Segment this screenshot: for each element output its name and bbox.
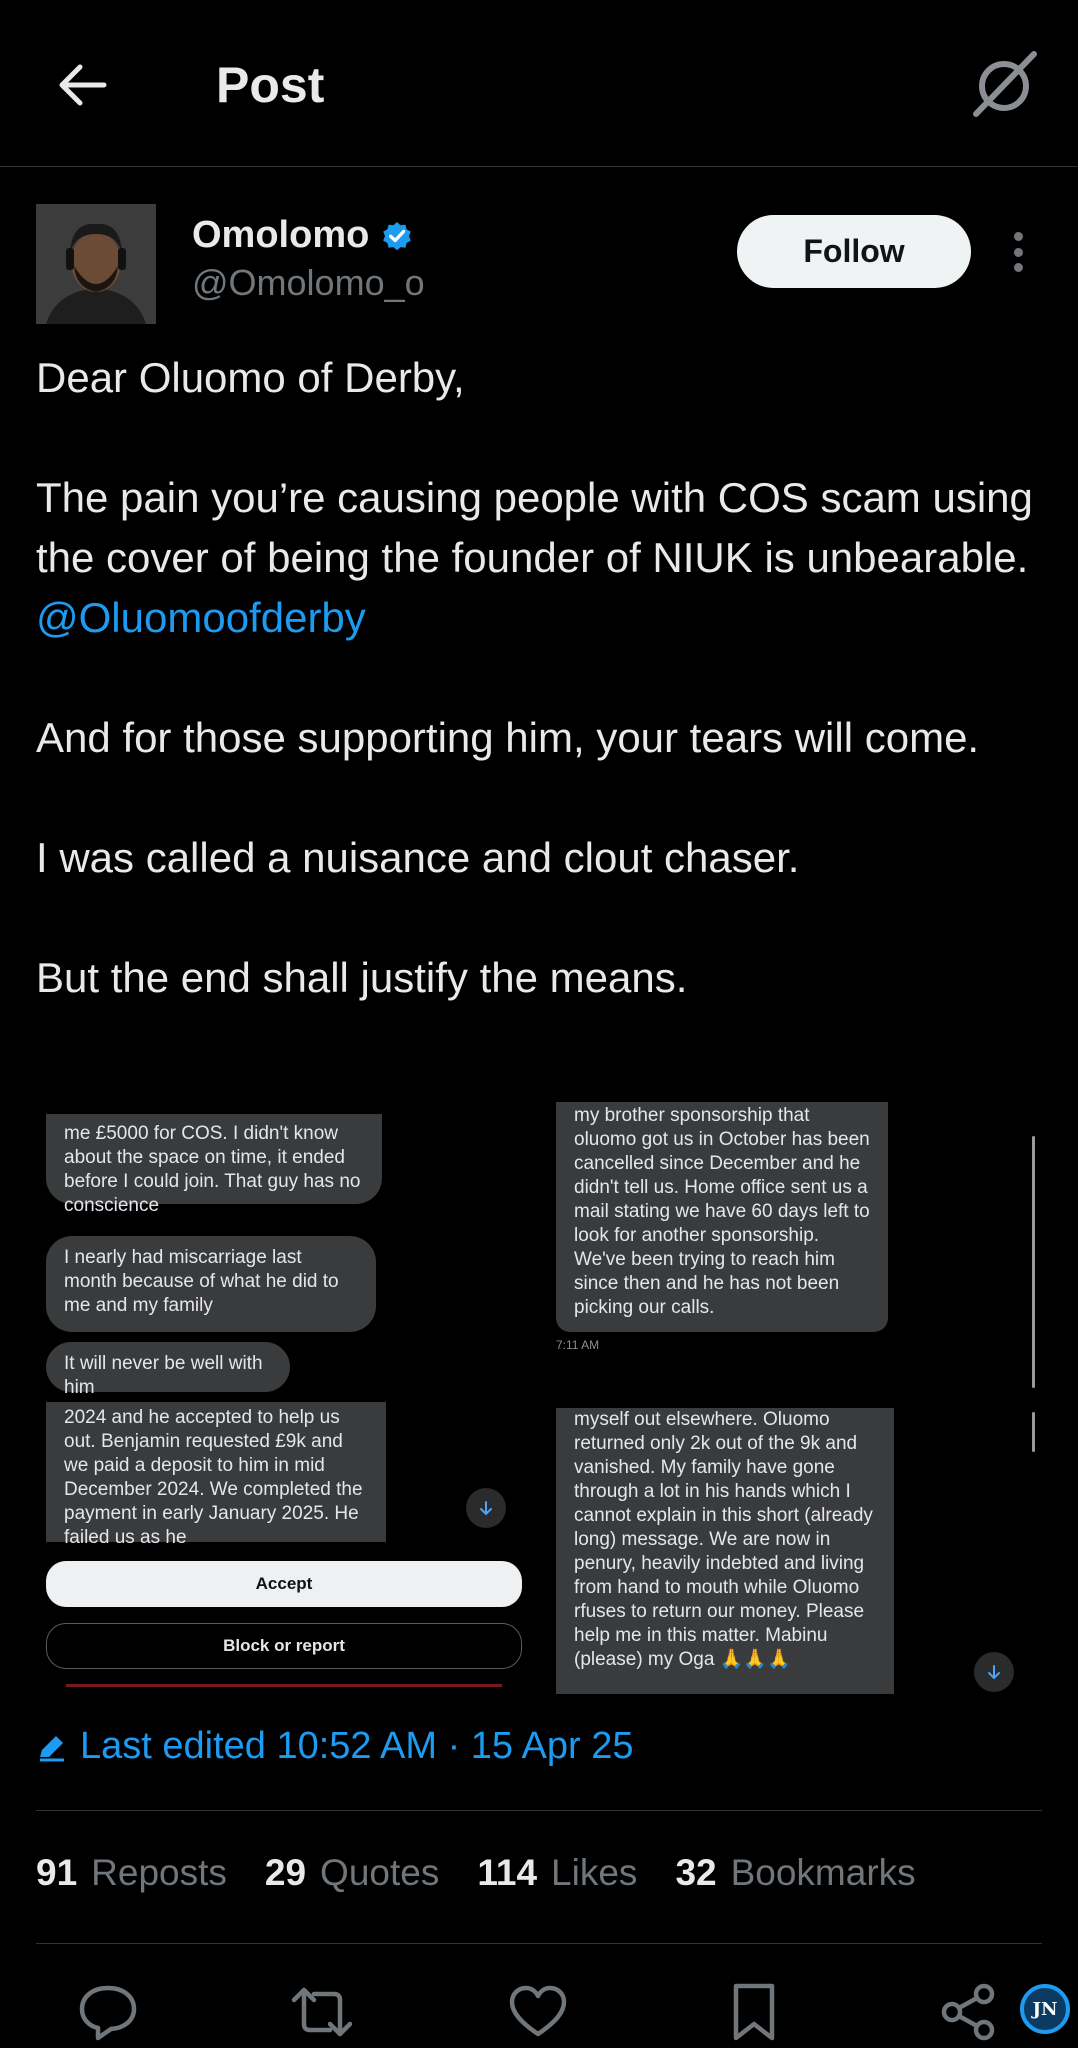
action-bar (0, 1980, 1078, 2048)
post-text-span: The pain you’re causing people with COS scam using the cover of being the founder of NIUK is unbearable. (36, 474, 1033, 581)
author-name[interactable]: Omolomo (192, 214, 370, 256)
heart-icon (508, 1984, 568, 2040)
author-name-row[interactable] (192, 214, 415, 257)
stat-count: 91 (36, 1852, 78, 1893)
stat-count: 29 (264, 1852, 307, 1893)
repost-button[interactable] (290, 1980, 354, 2044)
pencil-icon (36, 1731, 68, 1763)
accept-button[interactable]: Accept (46, 1561, 522, 1607)
post-body (36, 348, 1046, 1008)
last-edited-link[interactable] (36, 1725, 634, 1768)
post-paragraph (36, 468, 1046, 648)
divider (36, 1810, 1042, 1811)
more-dot-icon (1014, 232, 1023, 241)
top-app-bar (0, 0, 1078, 167)
message-timestamp: 7:11 AM (556, 1338, 600, 1352)
mention-link[interactable]: @Oluomoofderby (36, 594, 366, 641)
divider-line (66, 1684, 502, 1687)
bookmark-icon (730, 1982, 778, 2042)
engagement-stats (36, 1852, 916, 1902)
screenshot-image-1[interactable] (36, 1120, 532, 1402)
more-dot-icon (1014, 248, 1023, 257)
stat-likes[interactable] (477, 1852, 637, 1902)
avatar-image (36, 204, 156, 324)
block-or-report-button[interactable]: Block or report (46, 1623, 522, 1669)
screenshot-image-3[interactable] (36, 1407, 532, 1687)
stat-quotes[interactable] (265, 1852, 439, 1902)
reply-icon (78, 1984, 138, 2040)
grok-button[interactable] (968, 48, 1040, 120)
media-grid[interactable] (36, 1105, 1042, 1687)
scroll-indicator (1032, 1136, 1035, 1388)
arrow-left-icon (56, 63, 108, 107)
stat-label: Reposts (91, 1852, 227, 1893)
stat-label: Quotes (320, 1852, 440, 1893)
bookmark-button[interactable] (722, 1980, 786, 2044)
arrow-down-icon (985, 1663, 1003, 1681)
grok-icon (968, 48, 1040, 120)
more-dot-icon (1014, 263, 1023, 272)
scroll-down-button[interactable] (466, 1488, 506, 1528)
post-paragraph: And for those supporting him, your tears will come. (36, 714, 980, 761)
reply-button[interactable] (76, 1980, 140, 2044)
follow-button[interactable]: Follow (737, 215, 971, 288)
stat-count: 114 (477, 1852, 538, 1893)
post-paragraph: But the end shall justify the means. (36, 954, 688, 1001)
author-handle[interactable]: @Omolomo_o (192, 262, 425, 303)
more-options-button[interactable] (1000, 226, 1036, 278)
screenshot-image-2[interactable] (546, 1105, 1042, 1402)
back-button[interactable] (52, 55, 112, 115)
stat-label: Bookmarks (730, 1852, 916, 1893)
verified-badge-icon (379, 218, 415, 254)
divider (36, 1943, 1042, 1944)
chat-bubble: myself out elsewhere. Oluomo returned only 2k out of the 9k and vanished. My family have gone through a lot in his hands which I cannot explain in this short (already long) message. We are now in penury, heavily indebted and living from hand to mouth while Oluomo rfuses to return our money. Please help me in this matter. Mabinu (please) my Oga 🙏🙏🙏 (556, 1408, 894, 1694)
post-paragraph: Dear Oluomo of Derby, (36, 354, 465, 401)
post-paragraph: I was called a nuisance and clout chaser. (36, 834, 800, 881)
scroll-down-button[interactable] (974, 1652, 1014, 1692)
last-edited-text[interactable]: Last edited 10:52 AM · 15 Apr 25 (80, 1725, 634, 1767)
watermark-logo: JN (1020, 1984, 1070, 2034)
stat-reposts[interactable] (36, 1852, 227, 1902)
avatar[interactable] (36, 204, 156, 324)
share-button[interactable] (936, 1980, 1000, 2044)
like-button[interactable] (506, 1980, 570, 2044)
chat-bubble: 2024 and he accepted to help us out. Benjamin requested £9k and we paid a deposit to him in mid December 2024. We completed the payment in early January 2025. He failed us as he (46, 1402, 386, 1542)
stat-label: Likes (551, 1852, 638, 1893)
chat-bubble: me £5000 for COS. I didn't know about the space on time, it ended before I could join. That guy has no conscience (46, 1114, 382, 1204)
page-title: Post (216, 57, 325, 113)
chat-bubble: I nearly had miscarriage last month because of what he did to me and my family (46, 1236, 376, 1332)
chat-bubble: my brother sponsorship that oluomo got us in October has been cancelled since December and he didn't tell us. Home office sent us a mail stating we have 60 days left to look for another sponsorship. We've been trying to reach him since then and he has not been picking our calls. (556, 1102, 888, 1332)
share-icon (938, 1982, 998, 2042)
screenshot-image-4[interactable] (546, 1409, 1042, 1687)
stat-count: 32 (675, 1852, 717, 1893)
scroll-indicator (1032, 1412, 1035, 1452)
stat-bookmarks[interactable] (675, 1852, 915, 1902)
chat-bubble: It will never be well with him (46, 1342, 290, 1392)
repost-icon (290, 1984, 354, 2040)
arrow-down-icon (477, 1499, 495, 1517)
